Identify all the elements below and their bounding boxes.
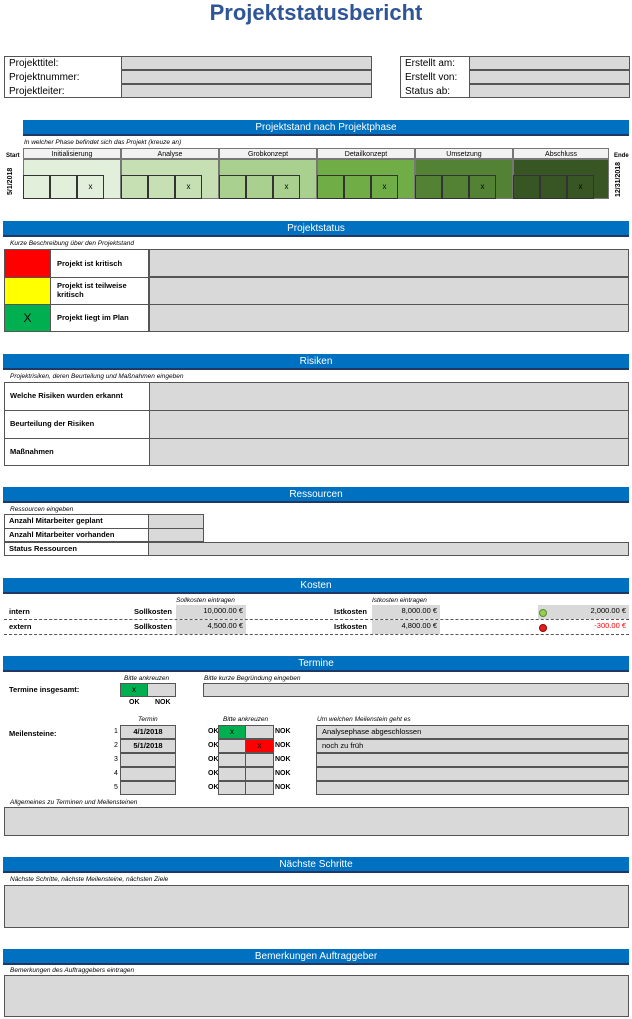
risks-row1-label: Welche Risiken wurden erkannt <box>10 391 123 400</box>
status-ok-text-field[interactable] <box>149 304 629 332</box>
risks-hint: Projektrisiken, deren Beurteilung und Maßnahmen eingeben <box>10 373 184 380</box>
divider <box>5 438 149 439</box>
milestone-date-field[interactable] <box>120 753 176 767</box>
erstellt-am-label: Erstellt am: <box>405 58 456 69</box>
cost-intern-soll-field[interactable]: 10,000.00 € <box>176 605 246 619</box>
termin-col-label: Termin <box>138 716 158 723</box>
status-partial-text-field[interactable] <box>149 277 629 305</box>
end-date: 12/31/2018 <box>615 161 622 197</box>
phase-cell[interactable] <box>23 175 50 199</box>
projektleiter-label: Projektleiter: <box>9 86 65 97</box>
milestone-date-field[interactable]: 4/1/2018 <box>120 725 176 739</box>
milestone-nok-label: NOK <box>275 756 291 763</box>
cost-row-extern-ist-label: Istkosten <box>334 622 367 631</box>
phase-mark-initialisierung[interactable]: x <box>77 175 104 199</box>
cost-extern-diff: -300.00 € <box>594 621 626 630</box>
cost-row-extern-name: extern <box>9 622 32 631</box>
phase-header-detailkonzept: Detailkonzept <box>317 148 415 159</box>
phase-mark-umsetzung[interactable]: x <box>469 175 496 199</box>
milestone-desc-field[interactable] <box>316 753 629 767</box>
milestone-num: 4 <box>114 770 118 777</box>
cost-intern-diff: 2,000.00 € <box>538 605 629 619</box>
milestone-nok-check[interactable] <box>245 767 274 781</box>
phase-mark-analyse[interactable]: x <box>175 175 202 199</box>
milestone-ok-check[interactable] <box>218 753 246 767</box>
costs-soll-hint: Sollkosten eintragen <box>176 597 235 604</box>
status-label-col <box>51 250 149 331</box>
divider <box>4 528 149 529</box>
header-right-box <box>400 56 629 98</box>
status-hint: Kurze Beschreibung über den Projektstand <box>10 240 134 247</box>
phase-header-initialisierung: Initialisierung <box>23 148 121 159</box>
resources-status-field[interactable] <box>148 542 629 556</box>
cost-row-extern-soll-label: Sollkosten <box>134 622 172 631</box>
milestone-ok-label: OK <box>208 770 219 777</box>
projektnummer-field[interactable] <box>121 70 372 84</box>
milestone-date-field[interactable] <box>120 781 176 795</box>
milestone-ok-label: OK <box>208 728 219 735</box>
resources-hint: Ressourcen eingeben <box>10 506 74 513</box>
milestone-nok-label: NOK <box>275 728 291 735</box>
risks-section-header: Risiken <box>3 354 629 370</box>
projekttitel-field[interactable] <box>121 56 372 70</box>
cost-row-intern-ist-label: Istkosten <box>334 607 367 616</box>
status-ok-label: Projekt liegt im Plan <box>57 313 129 322</box>
milestone-num: 5 <box>114 784 118 791</box>
milestone-ok-check[interactable] <box>218 739 246 753</box>
divider <box>4 634 629 635</box>
header-left-box <box>4 56 371 98</box>
phase-cell[interactable] <box>121 175 148 199</box>
resources-planned-field[interactable] <box>148 514 204 529</box>
dates-general-hint: Allgemeines zu Terminen und Meilensteinen <box>10 799 138 806</box>
milestone-nok-check[interactable] <box>245 753 274 767</box>
status-table <box>4 249 629 332</box>
milestone-nok-label: NOK <box>275 784 291 791</box>
phase-header-grobkonzept: Grobkonzept <box>219 148 317 159</box>
cost-extern-soll-field[interactable]: 4,500.00 € <box>176 620 246 634</box>
erstellt-am-field[interactable] <box>469 56 630 70</box>
dates-total-nok-check[interactable] <box>147 683 176 697</box>
remarks-hint: Bemerkungen des Auftraggebers eintragen <box>10 967 135 974</box>
milestone-num: 3 <box>114 756 118 763</box>
milestones-label: Meilensteine: <box>9 729 57 738</box>
risks-assessment-field[interactable] <box>149 410 629 439</box>
milestone-desc-field[interactable]: noch zu früh <box>316 739 629 753</box>
milestone-nok-label: NOK <box>275 742 291 749</box>
milestone-ok-label: OK <box>208 784 219 791</box>
milestone-date-field[interactable] <box>120 767 176 781</box>
status-red-light[interactable] <box>5 250 51 278</box>
projektleiter-field[interactable] <box>121 84 372 98</box>
phase-cell[interactable] <box>50 175 77 199</box>
start-date: 5/1/2018 <box>7 167 14 195</box>
divider <box>5 410 149 411</box>
dates-total-ok-label: OK <box>129 699 140 706</box>
phase-cell[interactable] <box>442 175 469 199</box>
phase-header-analyse: Analyse <box>121 148 219 159</box>
resources-available-field[interactable] <box>148 528 204 542</box>
phase-cell[interactable] <box>148 175 175 199</box>
cost-row-intern-soll-label: Sollkosten <box>134 607 172 616</box>
risks-measures-field[interactable] <box>149 438 629 466</box>
check-col-label: Bitte ankreuzen <box>223 716 269 723</box>
status-ab-field[interactable] <box>469 84 630 98</box>
cost-row-intern-name: intern <box>9 607 30 616</box>
phase-cell[interactable] <box>513 175 540 199</box>
next-steps-section-header: Nächste Schritte <box>3 857 629 873</box>
status-green-light[interactable]: X <box>5 305 51 331</box>
phase-header-abschluss: Abschluss <box>513 148 609 159</box>
costs-ist-hint: Istkosten eintragen <box>372 597 427 604</box>
projekttitel-label: Projekttitel: <box>9 58 59 69</box>
milestone-ok-label: OK <box>208 756 219 763</box>
risks-row2-label: Beurteilung der Risiken <box>10 419 95 428</box>
start-label: Start <box>6 153 20 159</box>
risks-table <box>4 382 629 466</box>
resources-status-label: Status Ressourcen <box>9 544 77 553</box>
risks-row3-label: Maßnahmen <box>10 447 54 456</box>
divider <box>4 619 629 620</box>
milestone-date-field[interactable]: 5/1/2018 <box>120 739 176 753</box>
resources-available-label: Anzahl Mitarbeiter vorhanden <box>9 530 115 539</box>
phase-cell[interactable] <box>219 175 246 199</box>
end-label: Ende <box>614 153 629 159</box>
dates-reason-hint: Bitte kurze Begründung eingeben <box>204 675 301 682</box>
dates-section-header: Termine <box>3 656 629 672</box>
milestone-nok-check[interactable] <box>245 725 274 739</box>
cost-extern-indicator-icon <box>539 624 547 632</box>
phase-mark-abschluss[interactable]: x <box>567 175 594 199</box>
next-steps-field[interactable] <box>4 885 629 928</box>
erstellt-von-field[interactable] <box>469 70 630 84</box>
cost-extern-ist-field[interactable]: 4,800.00 € <box>372 620 440 634</box>
phase-header-umsetzung: Umsetzung <box>415 148 513 159</box>
erstellt-von-label: Erstellt von: <box>405 72 458 83</box>
milestone-desc-field[interactable]: Analysephase abgeschlossen <box>316 725 629 739</box>
status-section-header: Projektstatus <box>3 221 629 237</box>
milestone-nok-check[interactable] <box>245 781 274 795</box>
projektnummer-label: Projektnummer: <box>9 72 80 83</box>
phase-cell[interactable] <box>317 175 344 199</box>
phase-section-header: Projektstand nach Projektphase <box>23 120 629 136</box>
dates-total-nok-label: NOK <box>155 699 171 706</box>
phase-cell[interactable] <box>246 175 273 199</box>
status-yellow-light[interactable] <box>5 278 51 305</box>
milestone-ok-label: OK <box>208 742 219 749</box>
costs-section-header: Kosten <box>3 578 629 594</box>
milestone-nok-check[interactable]: x <box>245 739 274 753</box>
phase-cell[interactable] <box>415 175 442 199</box>
remarks-field[interactable] <box>4 975 629 1017</box>
milestone-desc-field[interactable] <box>316 767 629 781</box>
phase-cell[interactable] <box>540 175 567 199</box>
page-title: Projektstatusbericht <box>209 0 423 25</box>
dates-reason-field[interactable] <box>203 683 629 697</box>
next-steps-hint: Nächste Schritte, nächste Meilensteine, nächsten Ziele <box>10 876 169 883</box>
milestone-nok-label: NOK <box>275 770 291 777</box>
phase-mark-grobkonzept[interactable]: x <box>273 175 300 199</box>
milestone-num: 1 <box>114 728 118 735</box>
milestone-desc-field[interactable] <box>316 781 629 795</box>
dates-general-field[interactable] <box>4 807 629 836</box>
status-ab-label: Status ab: <box>405 86 451 97</box>
phase-hint: In welcher Phase befindet sich das Projekt (kreuze an) <box>24 139 182 146</box>
divider <box>5 277 149 278</box>
milestone-ok-check[interactable]: x <box>218 725 246 739</box>
dates-check-hint: Bitte ankreuzen <box>124 675 170 682</box>
dates-total-ok-check[interactable]: x <box>120 683 148 697</box>
status-critical-label: Projekt ist kritisch <box>57 259 123 268</box>
milestone-ok-check[interactable] <box>218 781 246 795</box>
milestone-col-hint: Um welchen Meilenstein geht es <box>317 716 411 723</box>
cost-intern-ist-field[interactable]: 8,000.00 € <box>372 605 440 619</box>
phase-cell[interactable] <box>344 175 371 199</box>
status-partial-label: Projekt ist teilweise kritisch <box>57 281 127 299</box>
milestone-ok-check[interactable] <box>218 767 246 781</box>
resources-section-header: Ressourcen <box>3 487 629 503</box>
remarks-section-header: Bemerkungen Auftraggeber <box>3 949 629 965</box>
cost-intern-indicator-icon <box>539 609 547 617</box>
status-critical-text-field[interactable] <box>149 249 629 277</box>
milestone-num: 2 <box>114 742 118 749</box>
dates-total-label: Termine insgesamt: <box>9 685 80 694</box>
risks-identified-field[interactable] <box>149 382 629 411</box>
resources-planned-label: Anzahl Mitarbeiter geplant <box>9 516 103 525</box>
divider <box>5 304 149 305</box>
phase-mark-detailkonzept[interactable]: x <box>371 175 398 199</box>
